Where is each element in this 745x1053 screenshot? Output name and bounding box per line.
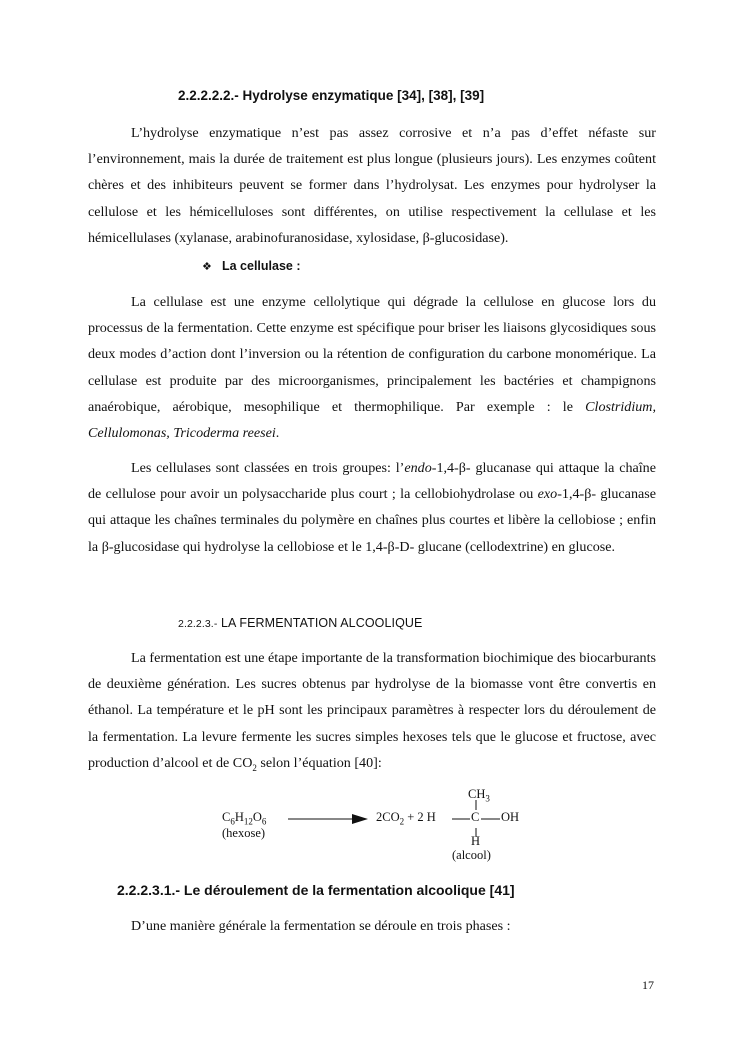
subsection-paragraph: D’une manière générale la fermentation se déroule en trois phases : (131, 918, 511, 934)
ch3-group: $CH_3$ (468, 787, 490, 804)
cellulase-p1-text: La cellulase est une enzyme cellolytique qui dégrade la cellulose en glucose lors du processus de la fermentation. Cette enzyme est spécifique pour briser les liaisons glycosidiques sous deux modes d’action dont l’inversion ou la rétention de configuration du carbone monomérique. La cellulase est produite par des microorganismes, principalement les bactéries et champignons anaérobique, aérobique, mesophilique et thermophilique. Par exemple : le (88, 294, 656, 415)
fermentation-text: La fermentation est une étape importante de la transformation biochimique des biocarburants de deuxième génération. Les sucres obtenus par hydrolyse de la biomasse vont être convertis en éthanol. La température et le pH sont les principaux paramètres à respecter lors du déroulement de la fermentation. La levure fermente les sucres simples hexoses tels que le glucose et fructose, avec production d’alcool et de CO (88, 650, 656, 771)
page-number: 17 (642, 978, 654, 992)
fermentation-end: selon l’équation [40]: (256, 754, 382, 771)
reactant-label: (hexose) (222, 826, 266, 840)
fermentation-heading (178, 616, 423, 630)
reaction-arrow-icon (288, 812, 368, 826)
cellulase-p2-b: -1,4-β- glucanase qui attaque la chaîne de cellulose pour avoir un polysaccharide plus court ; la cellobiohydrolase ou (88, 460, 656, 503)
cellulase-p2-c: -1,4-β- glucanase qui attaque les chaînes terminales du polymère en chaînes plus courtes et libère la cellobiose ; enfin la β-glucosidase qui hydrolyse la cellobiose et le 1,4-β-D- glucane (cellodextrine) en glucose. (88, 486, 656, 555)
cellulase-p2-exo: exo (537, 486, 558, 503)
reactant-formula: $C_6H_{12}O_6$ (222, 810, 267, 827)
fermentation-co2-sub: 2 (252, 762, 257, 773)
intro-paragraph: L’hydrolyse enzymatique n’est pas assez corrosive et n’a pas d’effet néfaste sur l’environnement, mais la durée de traitement est plus longue (plusieurs jours). Les enzymes coûtent chères et des inhibiteurs peuvent se former dans l’hydrolysat. Les enzymes pour hydrolyser la cellulose et les hémicelluloses sont différentes, on utilise respectivement la cellulase et les hémicellulases (xylanase, arabinofuranosidase, xylosidase, β-glucosidase). (88, 125, 656, 246)
central-carbon: C (471, 810, 480, 824)
diamond-bullet-icon: ❖ (202, 261, 212, 273)
bottom-hydrogen: H (471, 834, 481, 848)
cellulase-paragraph-2 (88, 455, 656, 560)
fermentation-paragraph (88, 645, 656, 781)
product-label: (alcool) (452, 848, 491, 862)
cellulase-bullet (202, 259, 301, 273)
cellulase-label: La cellulase : (222, 259, 301, 273)
cellulase-p1-species: Clostridium, Cellulomonas, Tricoderma reesei (88, 398, 656, 442)
fermentation-heading-number: 2.2.2.3.- (178, 618, 218, 630)
cellulase-paragraph-1 (88, 289, 656, 446)
product-formula: $2CO_2 + 2$ H (376, 810, 436, 827)
section-heading: 2.2.2.2.2.- Hydrolyse enzymatique [34], [38], [39] (178, 88, 485, 103)
hydroxyl-group: OH (501, 810, 520, 824)
cellulase-p2-a: Les cellulases sont classées en trois groupes: l’ (131, 460, 405, 476)
fermentation-heading-title: LA FERMENTATION ALCOOLIQUE (217, 616, 423, 630)
cellulase-p2-endo: endo (404, 460, 432, 476)
cellulase-p1-end: . (275, 425, 280, 442)
fermentation-equation (210, 782, 570, 872)
subsection-heading: 2.2.2.3.1.- Le déroulement de la fermentation alcoolique [41] (117, 882, 515, 898)
